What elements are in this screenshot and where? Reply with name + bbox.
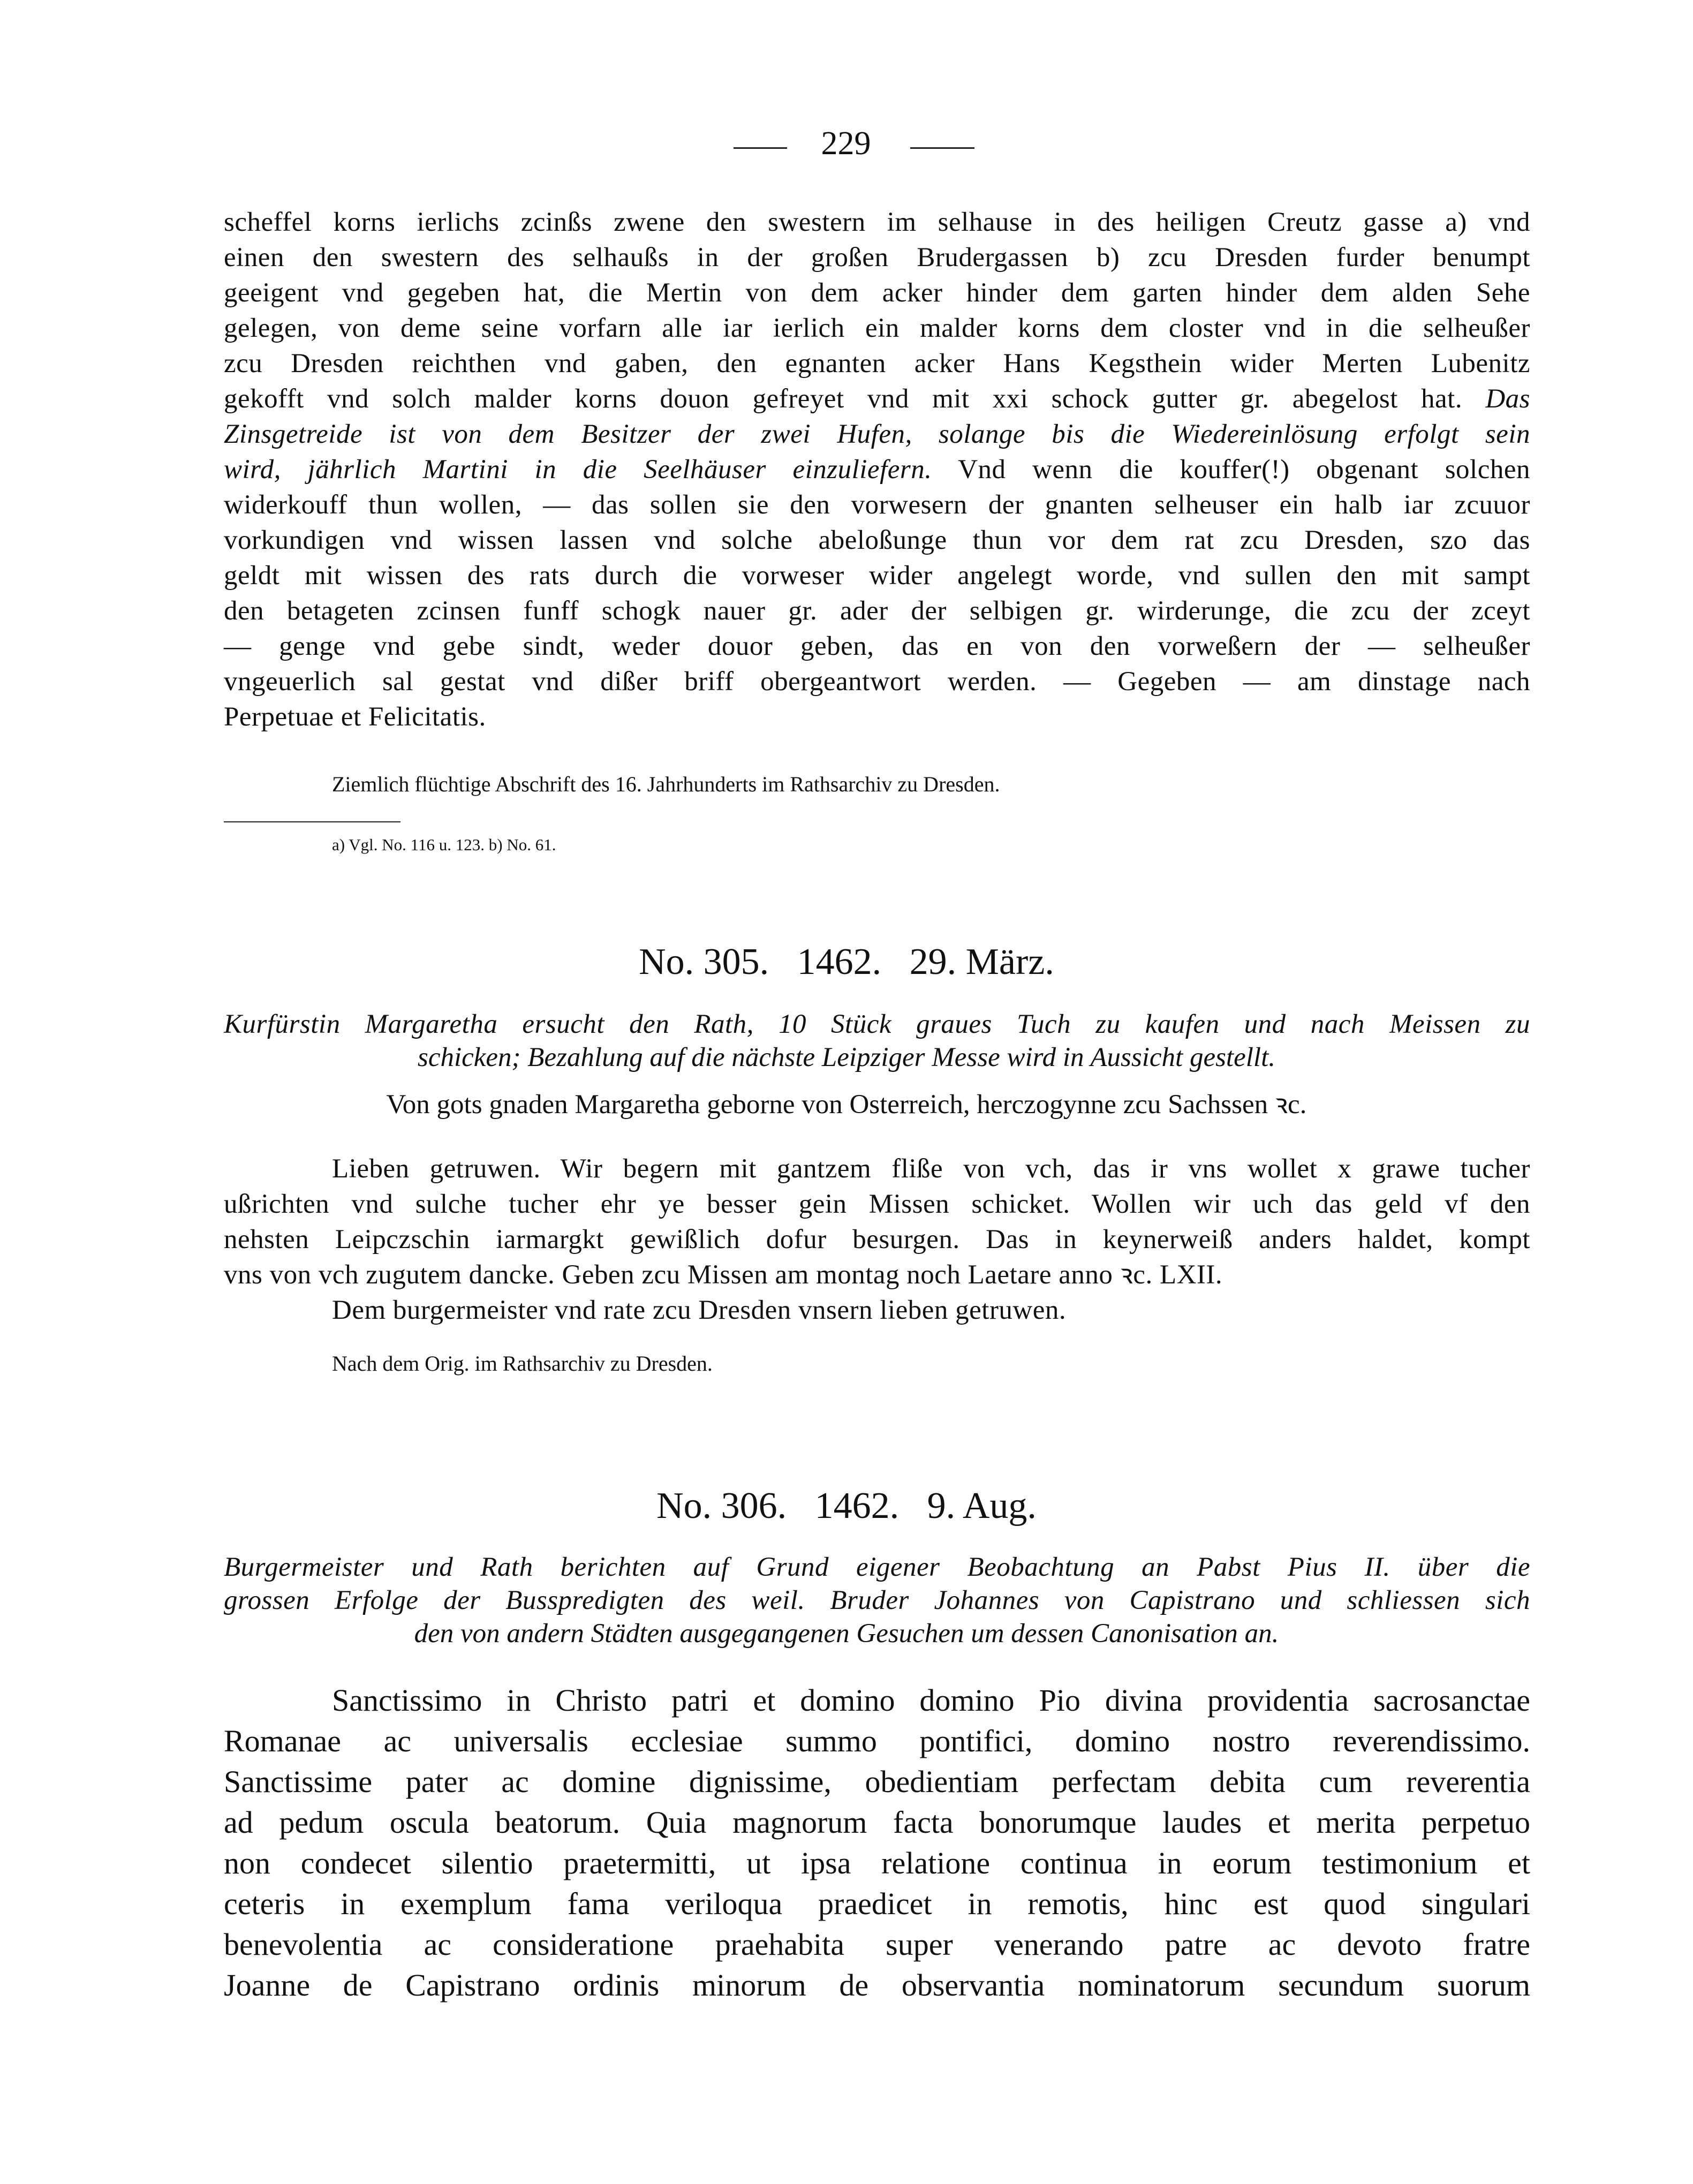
text-line: ceteris in exemplum fama veriloqua praedicet in remotis, hinc est quod singulari [224, 1886, 1530, 1921]
text-line: geeigent vnd gegeben hat, die Mertin von dem acker hinder dem garten hinder dem alden Sehe [224, 278, 1530, 308]
summary-line: Burgermeister und Rath berichten auf Grund eigener Beobachtung an Pabst Pius II. über die [224, 1552, 1530, 1582]
summary-line: den von andern Städten ausgegangenen Gesuchen um dessen Canonisation an. [414, 1619, 1279, 1649]
page-number-rule-left [734, 147, 787, 149]
italic-segment: wird, jährlich Martini in die Seelhäuser einzuliefern. [224, 455, 932, 485]
document-heading: No. 306. 1462. 9. Aug. [656, 1485, 1037, 1526]
document-heading: No. 305. 1462. 29. März. [639, 941, 1054, 983]
source-note: Ziemlich flüchtige Abschrift des 16. Jahrhunderts im Rathsarchiv zu Dresden. [332, 772, 1000, 796]
text-line: Perpetuae et Felicitatis. [224, 702, 486, 732]
text-line: widerkouff thun wollen, — das sollen sie den vorwesern der gnanten selheuser ein halb iar zcuuor [224, 490, 1530, 520]
text-line: vns von vch zugutem dancke. Geben zcu Missen am montag noch Laetare anno ꝛc. LXII. [224, 1260, 1223, 1290]
footnote: a) Vgl. No. 116 u. 123. b) No. 61. [332, 835, 556, 854]
text-line: scheffel korns ierlichs zcinßs zwene den swestern im selhause in des heiligen Creutz gasse a) vnd [224, 207, 1530, 237]
text-segment: gekofft vnd solch malder korns douon gefreyet vnd mit xxi schock gutter gr. abegelost hat. [224, 384, 1463, 414]
page-number: 229 [821, 125, 871, 162]
text-line: Sanctissimo in Christo patri et domino domino Pio divina providentia sacrosanctae [332, 1683, 1530, 1718]
intitulatio: Von gots gnaden Margaretha geborne von Osterreich, herczogynne zcu Sachssen ꝛc. [386, 1090, 1307, 1120]
italic-line: Zinsgetreide ist von dem Besitzer der zwei Hufen, solange bis die Wiedereinlösung erfolgt sein [224, 419, 1530, 449]
italic-segment: Das [1485, 384, 1530, 414]
text-line: benevolentia ac consideratione praehabita super venerando patre ac devoto fratre [224, 1927, 1530, 1962]
text-line [224, 381, 1530, 417]
text-line: vngeuerlich sal gestat vnd dißer briff obergeantwort werden. — Gegeben — am dinstage nach [224, 667, 1530, 697]
text-line: Sanctissime pater ac domine dignissime, obedientiam perfectam debita cum reverentia [224, 1764, 1530, 1799]
text-line: den betageten zcinsen funff schogk nauer gr. ader der selbigen gr. wirderunge, die zcu der zceyt [224, 596, 1530, 626]
text-segment: Vnd wenn die kouffer(!) obgenant solchen [958, 455, 1531, 485]
text-line: geldt mit wissen des rats durch die vorweser wider angelegt worde, vnd sullen den mit sampt [224, 561, 1530, 591]
text-line: ußrichten vnd sulche tucher ehr ye besser gein Missen schicket. Wollen wir uch das geld vf den [224, 1189, 1530, 1219]
summary-line: grossen Erfolge der Busspredigten des weil. Bruder Johannes von Capistrano und schliessen sich [224, 1585, 1530, 1615]
text-line: ad pedum oscula beatorum. Quia magnorum facta bonorumque laudes et merita perpetuo [224, 1805, 1530, 1840]
text-line: non condecet silentio praetermitti, ut ipsa relatione continua in eorum testimonium et [224, 1846, 1530, 1880]
summary-line: Kurfürstin Margaretha ersucht den Rath, 10 Stück graues Tuch zu kaufen und nach Meissen zu [224, 1009, 1530, 1039]
footnote-rule [224, 821, 400, 822]
source-note: Nach dem Orig. im Rathsarchiv zu Dresden. [332, 1351, 713, 1376]
text-line: gelegen, von deme seine vorfarn alle iar ierlich ein malder korns dem closter vnd in die selheußer [224, 313, 1530, 343]
text-line: vorkundigen vnd wissen lassen vnd solche abeloßunge thun vor dem rat zcu Dresden, szo das [224, 525, 1530, 555]
text-line: nehsten Leipczschin iarmargkt gewißlich dofur besurgen. Das in keynerweiß anders haldet, kompt [224, 1225, 1530, 1255]
text-line: Romanae ac universalis ecclesiae summo pontifici, domino nostro reverendissimo. [224, 1724, 1530, 1758]
text-line [224, 452, 1530, 487]
text-line: zcu Dresden reichthen vnd gaben, den egnanten acker Hans Kegsthein wider Merten Lubenitz [224, 349, 1530, 379]
text-line: einen den swestern des selhaußs in der großen Brudergassen b) zcu Dresden furder benumpt [224, 243, 1530, 273]
summary-line: schicken; Bezahlung auf die nächste Leipziger Messe wird in Aussicht gestellt. [418, 1042, 1275, 1072]
text-line: — genge vnd gebe sindt, weder douor geben, das en von den vorweßern der — selheußer [224, 631, 1530, 661]
address-line: Dem burgermeister vnd rate zcu Dresden vnsern lieben getruwen. [332, 1295, 1067, 1325]
text-line: Lieben getruwen. Wir begern mit gantzem fliße von vch, das ir vns wollet x grawe tucher [332, 1154, 1530, 1184]
page-number-rule-right [910, 147, 974, 149]
text-line: Joanne de Capistrano ordinis minorum de observantia nominatorum secundum suorum [224, 1968, 1530, 2002]
